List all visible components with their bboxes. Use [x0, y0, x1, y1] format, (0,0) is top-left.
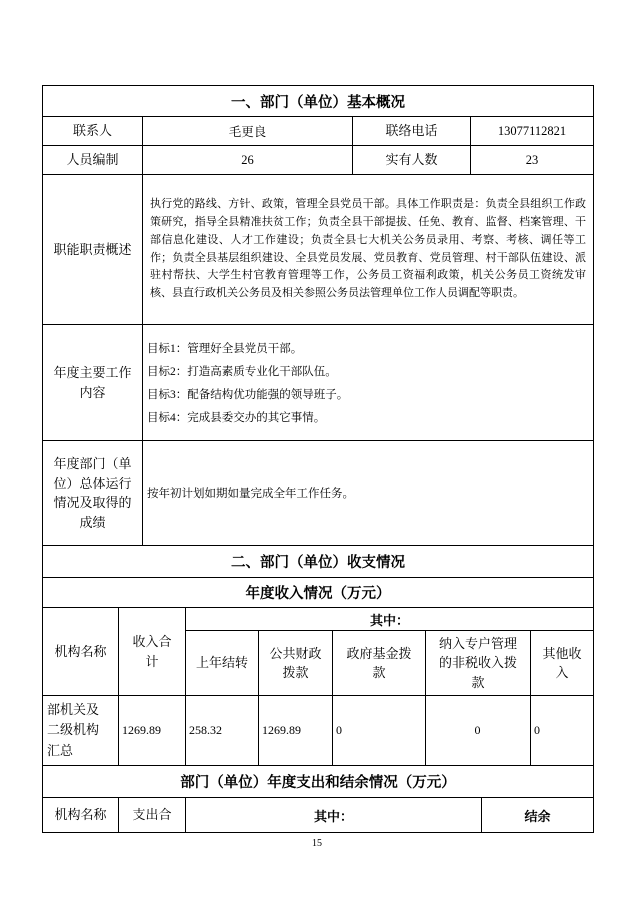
contact-value: 毛更良 — [143, 117, 353, 146]
col-header-nontax-income: 纳入专户管理的非税收入拨款 — [426, 631, 531, 696]
col-header-other-income: 其他收入 — [531, 631, 594, 696]
goal-item-2: 目标2：打造高素质专业化干部队伍。 — [147, 366, 337, 378]
col-header-gov-fund: 政府基金拨款 — [333, 631, 426, 696]
income-row-org-name: 部机关及二级机构汇总 — [43, 696, 119, 766]
expense-org-name-header: 机构名称 — [43, 798, 119, 833]
section2-title: 二、部门（单位）收支情况 — [43, 546, 594, 578]
expense-table — [42, 765, 594, 833]
performance-label: 年度部门（单位）总体运行情况及取得的成绩 — [43, 441, 143, 546]
expense-section-title: 部门（单位）年度支出和结余情况（万元） — [43, 766, 594, 798]
income-among-header: 其中： — [186, 608, 594, 631]
income-row-carryover: 258.32 — [186, 696, 259, 766]
page-number: 15 — [312, 838, 322, 849]
staffing-label: 人员编制 — [43, 146, 143, 175]
income-row-nontax: 0 — [426, 696, 531, 766]
section1-title: 一、部门（单位）基本概况 — [43, 86, 594, 117]
income-org-name-header: 机构名称 — [43, 608, 119, 696]
income-total-header: 收入合计 — [119, 608, 186, 696]
duties-label: 职能职责概述 — [43, 175, 143, 325]
expense-among-header: 其中： — [186, 798, 482, 833]
income-row-other: 0 — [531, 696, 594, 766]
expense-balance-header: 结余 — [482, 798, 594, 833]
contact-label: 联系人 — [43, 117, 143, 146]
col-header-carryover: 上年结转 — [186, 631, 259, 696]
phone-value: 13077112821 — [471, 117, 594, 146]
col-header-public-finance: 公共财政拨款 — [259, 631, 333, 696]
actual-headcount-value: 23 — [471, 146, 594, 175]
goal-item-4: 目标4：完成县委交办的其它事情。 — [147, 412, 326, 424]
income-data-row — [43, 696, 594, 766]
goal-item-1: 目标1：管理好全县党员干部。 — [147, 343, 303, 355]
income-section-title: 年度收入情况（万元） — [43, 578, 594, 608]
phone-label: 联络电话 — [353, 117, 471, 146]
income-row-gov-fund: 0 — [333, 696, 426, 766]
annual-work-content — [143, 325, 594, 441]
income-row-public-finance: 1269.89 — [259, 696, 333, 766]
goal-item-3: 目标3：配备结构优功能强的领导班子。 — [147, 389, 349, 401]
income-row-total: 1269.89 — [119, 696, 186, 766]
staffing-value: 26 — [143, 146, 353, 175]
expense-total-header: 支出合 — [119, 798, 186, 833]
duties-text: 执行党的路线、方针、政策，管理全县党员干部。具体工作职责是：负责全县组织工作政策研究，指导全县精准扶贫工作；负责全县干部提拔、任免、教育、监督、档案管理、干部信息化建设、人才工作建设；负责全县七大机关公务员录用、考察、考核、调任等工作；负责全县基层组织建设、全县党员发展、党员教育、党员管理、村干部队伍建设、派驻村帮扶、大学生村官教育管理等工作，公务员工资福利政策，机关公务员工资统发审核、县直行政机关公务员及相关参照公务员法管理单位工作人员调配等职责。 — [143, 175, 594, 325]
income-table — [42, 607, 594, 766]
document-body — [42, 85, 593, 833]
basic-info-table — [42, 85, 594, 608]
annual-work-label: 年度主要工作内容 — [43, 325, 143, 441]
performance-text: 按年初计划如期如量完成全年工作任务。 — [143, 441, 594, 546]
actual-headcount-label: 实有人数 — [353, 146, 471, 175]
